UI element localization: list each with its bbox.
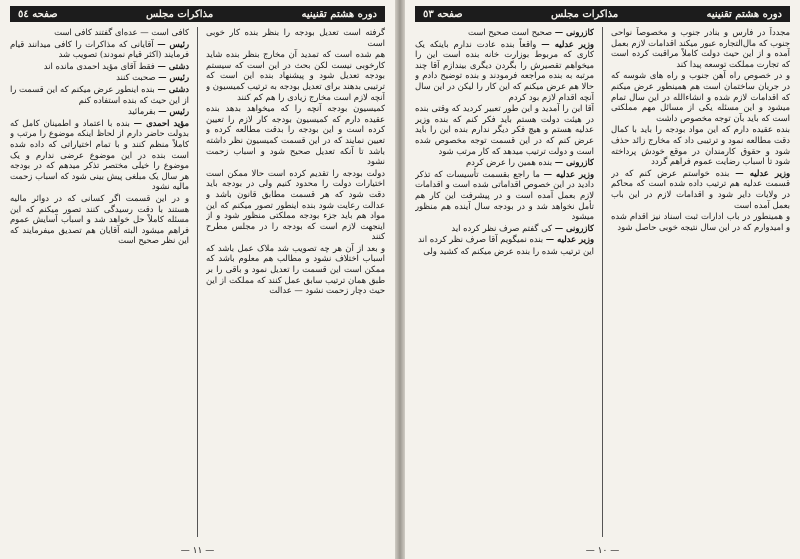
paragraph	[10, 27, 189, 38]
paragraph	[415, 169, 594, 222]
paragraph-text: مجدداً در فارس و بنادر جنوب و مخصوصاً نواحی جنوب که مال‌التجاره عبور میکند اقدامات لازم بعمل آمده و از این حیث دولت کاملاً مراقبت کرده است که تجارت مملکت توسعه پیدا کند	[611, 27, 790, 69]
paragraph	[611, 70, 790, 123]
paragraph-text: بنده عقیده دارم که این مواد بودجه را باید با کمال دقت مطالعه نمود و ترتیبی داد که مخارج زائد حذف شود و حقوق کارمندان در موقع خودش پرداخته شود تا اسباب رضایت عموم فراهم گردد	[611, 124, 790, 167]
paragraph-text: و همینطور در باب ادارات ثبت اسناد نیز اقدام شده و امیدوارم که در این سال نتیجه خوبی حاصل شود	[611, 211, 790, 232]
left-page-title: مذاکرات مجلس	[145, 8, 214, 20]
paragraph	[10, 61, 189, 72]
paragraph-text: هم شده است که تمدید آن مخارج بنظر بنده شاید کارخوبی نیست لکن بحث در این است که سیستم بودجه تعدیل شود و پیشنهاد بنده این است که ترتیبی بدهند برای تعدیل بودجه به ترتیب کمیسیون و آنچه لازم است مخارج زیادی را هم کم کنند	[206, 49, 385, 102]
paragraph-text: کی گفتم صرف نظر کرده اید	[451, 222, 553, 233]
speaker-name: وزیر عدلیه —	[543, 168, 594, 179]
paragraph-text: ما راجع بقسمت تأسیسات که تذکر دادید در این خصوص اقداماتی شده است و اقدامات لازم بعمل آمده است و در پیشرفت این کار هم تأمل نخواهد شد و در بودجه سال آینده هم منظور میشود	[415, 168, 594, 222]
right-page-section: دوره هشتم تقنینیه	[706, 8, 782, 20]
paragraph	[206, 103, 385, 167]
paragraph-text: کمیسیون بودجه آنچه را که میخواهد بدهد بنده عقیده دارم که کمیسیون بودجه کار لازم را تعیین کرده است و این بودجه را بدقت مطالعه کرده و تعیین نمایند که در این قسمت کمیسیون نظر داشته باشد تا آنکه تعدیل صحیح شود و اسباب زحمت نشود	[206, 103, 385, 167]
paragraph	[10, 39, 189, 60]
paragraph-text: آقا این را آمدید و این طور تعبیر کردید که وقتی بنده در هیئت دولت هستم باید فکر کنم که بنده وزیر عدلیه هستم و هیچ فکر دیگر ندارم بنده این را باید عرض کنم که در این قسمت توجه مخصوص شده است و دولت ترتیب میدهد که کار مرتب شود	[415, 103, 594, 156]
paragraph-text: آقایانی که مذاکرات را کافی میدانند قیام فرمایند (اکثر قیام نمودند) تصویب شد	[10, 38, 189, 60]
paragraph	[415, 223, 594, 234]
speaker-name: رئیس —	[157, 38, 189, 49]
speaker-name: رئیس —	[158, 72, 189, 83]
left-page-columns	[10, 27, 385, 537]
right-page-col-left	[415, 27, 594, 537]
paragraph	[415, 246, 594, 257]
paragraph	[611, 124, 790, 166]
speaker-name: وزیر عدلیه —	[541, 38, 594, 49]
book-gutter	[395, 0, 405, 559]
paragraph-text: دولت بودجه را تقدیم کرده است حالا ممکن است اختیارات دولت را محدود کنیم ولی در بودجه باید دقت شود که هر قسمت مطابق قانون باشد و عدالت رعایت شود بنده اینطور تصور میکنم که این مواد هم باید جزء بودجه مملکتی منظور شود و از اینجهت لازم است که بودجه را در مجلس مطرح کنند	[206, 167, 385, 242]
paragraph	[206, 243, 385, 296]
paragraph	[10, 106, 189, 117]
right-page-number: صفحه ٥٣	[423, 8, 463, 20]
paragraph-text: فقط آقای مؤید احمدی مانده اند	[43, 60, 155, 71]
paragraph-text: و در این قسمت اگر کسانی که در دوائر مالیه هستند با دقت رسیدگی کنند تصور میکنم که این مسئله کاملاً حل خواهد شد و اسباب آسایش عموم فراهم میشود البته آقایان هم تصدیق میفرمایند که این نظر صحیح است	[10, 192, 189, 246]
column-rule	[602, 27, 603, 537]
speaker-name: مؤید احمدی —	[133, 117, 189, 128]
right-page-folio: — ١٠ —	[585, 546, 620, 556]
paragraph-text: بنده خواستم عرض کنم که در قسمت عدلیه هم ترتیب داده شده است که محاکم در ولایات دایر شود و اقدامات لازم در این باب بعمل آمده است	[611, 167, 790, 210]
paragraph	[415, 234, 594, 245]
speaker-name: رئیس —	[158, 106, 189, 117]
speaker-name: دشتی —	[157, 60, 189, 71]
paragraph	[206, 27, 385, 48]
right-page	[405, 0, 800, 559]
paragraph	[10, 84, 189, 105]
paragraph-text: و بعد از آن هر چه تصویب شد ملاک عمل باشد که اسباب اختلاف نشود و مطالب هم معلوم باشد که ممکن است این قسمت را تعدیل نمود و باقی را بر طبق همان ترتیب سابق عمل کنند که مملکت از این حیث دچار زحمت نشود — عدالت	[206, 242, 385, 296]
left-page-header	[10, 6, 385, 22]
left-page-section: دوره هشتم تقنینیه	[301, 8, 377, 20]
right-page-title: مذاکرات مجلس	[550, 8, 619, 20]
paragraph	[415, 157, 594, 168]
speaker-name: کازرونی —	[554, 157, 594, 168]
paragraph-text: صحیح است صحیح است	[468, 27, 553, 37]
paragraph	[415, 39, 594, 103]
paragraph	[206, 49, 385, 102]
paragraph-text: بنده نمیگویم آقا صرف نظر کرده اند	[418, 234, 544, 245]
left-page-folio: — ١١ —	[180, 546, 215, 556]
right-page-header	[415, 6, 790, 22]
paragraph	[10, 193, 189, 246]
left-page-number: صفحه ٥٤	[18, 8, 58, 20]
paragraph-text: و در خصوص راه آهن جنوب و راه های شوسه که در جریان ساختمان است هم همینطور عرض میکنم که اقدامات لازم شده و انشاءالله در این سال تمام میشود و این مسئله یکی از مسائل مهم مملکتی است که باید بآن توجه مخصوص داشت	[611, 70, 790, 123]
paragraph-text: این ترتیب شده را بنده عرض میکنم که کشید ولی	[423, 245, 594, 256]
speaker-name: کازرونی —	[554, 222, 594, 233]
speaker-name: وزیر عدلیه —	[545, 234, 594, 245]
left-page-col-right	[206, 27, 385, 537]
paragraph-text: بنده همین را عرض کردم	[465, 157, 553, 168]
paragraph	[415, 103, 594, 156]
paragraph	[10, 118, 189, 192]
paragraph	[206, 168, 385, 242]
right-page-col-right	[611, 27, 790, 537]
paragraph	[611, 211, 790, 232]
paragraph	[415, 27, 594, 38]
right-page-columns	[415, 27, 790, 537]
speaker-name: کازرونی —	[554, 27, 594, 37]
speaker-name: دشتی —	[157, 83, 189, 94]
paragraph-text: بنده با اعتماد و اطمینان کامل که بدولت حاضر دارم از لحاظ اینکه موضوع را مرتب و کاملاً منظم کنند و با تمام اختیاراتی که داده شده است بنده در این موضوع عرضی ندارم و یک موضوع را خیلی مختصر تذکر میدهم که در بودجه هر سال یک مبلغی پیش بینی شود که اسباب زحمت مالیه نشود	[10, 117, 189, 192]
paragraph-text: گرفته است تعدیل بودجه را بنظر بنده کار خوبی است	[206, 27, 385, 48]
left-page-col-left	[10, 27, 189, 537]
paragraph-text: بفرمائید	[127, 106, 156, 117]
paragraph-text: بنده اینطور عرض میکنم که این قسمت را از این حیث که بنده استفاده کنم	[10, 83, 189, 105]
paragraph	[611, 168, 790, 210]
paragraph	[10, 72, 189, 83]
paragraph-text: کافی است — عده‌ای گفتند کافی است	[54, 27, 189, 37]
paragraph-text: صحبت کنند	[116, 72, 156, 83]
paragraph	[611, 27, 790, 69]
paragraph-text: واقعاً بنده عادت ندارم باینکه یک کاری که مربوط بوزارت خانه بنده است این را میخواهم تقصیرش را بگردن دیگری بیندازم آقا چند مرتبه به بنده مراجعه فرمودند و بنده توضیح دادم و حالا هم عرض میکنم که این کار را لیکن در این سال آنچه اقدام لازم بود کردم	[415, 38, 594, 102]
left-page	[0, 0, 395, 559]
speaker-name: وزیر عدلیه —	[735, 167, 790, 178]
column-rule	[197, 27, 198, 537]
